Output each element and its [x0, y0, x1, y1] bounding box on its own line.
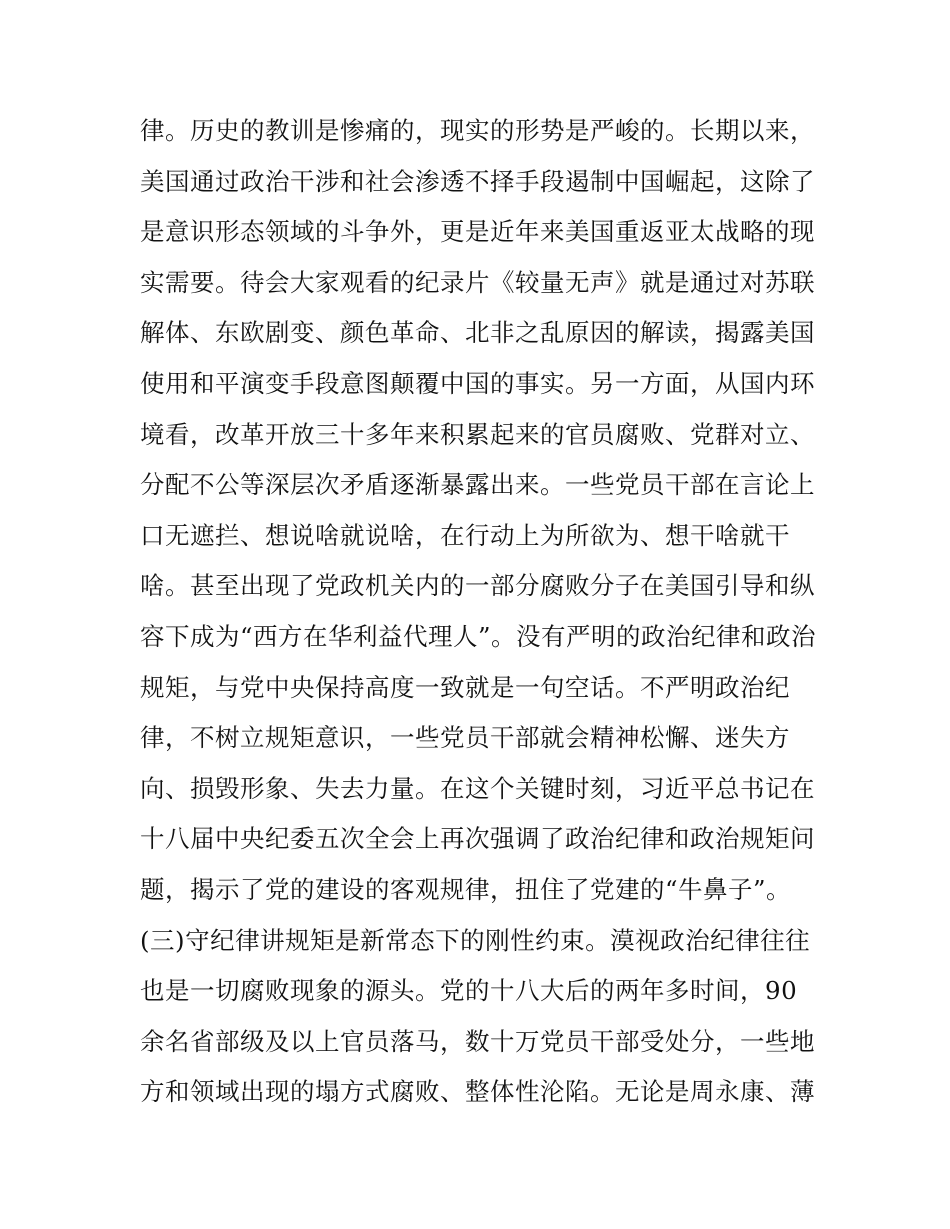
text-line: 也是一切腐败现象的源头。党的十八大后的两年多时间，90	[140, 976, 798, 1006]
text-line: 使用和平演变手段意图颠覆中国的事实。另一方面，从国内环	[140, 368, 815, 398]
text-line: 规矩，与党中央保持高度一致就是一句空话。不严明政治纪	[140, 672, 790, 702]
text-line: 律，不树立规矩意识，一些党员干部就会精神松懈、迷失方	[140, 723, 790, 753]
text-line: 美国通过政治干涉和社会渗透不择手段遏制中国崛起，这除了	[140, 166, 815, 196]
text-line: 分配不公等深层次矛盾逐渐暴露出来。一些党员干部在言论上	[140, 470, 815, 500]
text-line: 方和领域出现的塌方式腐败、整体性沦陷。无论是周永康、薄	[140, 1077, 815, 1107]
body-text	[140, 106, 830, 1118]
text-line: 解体、东欧剧变、颜色革命、北非之乱原因的解读，揭露美国	[140, 318, 815, 348]
text-line: 十八届中央纪委五次全会上再次强调了政治纪律和政治规矩问	[140, 824, 815, 854]
text-line: 实需要。待会大家观看的纪录片《较量无声》就是通过对苏联	[140, 267, 815, 297]
text-line: 啥。甚至出现了党政机关内的一部分腐败分子在美国引导和纵	[140, 571, 815, 601]
text-line: 律。历史的教训是惨痛的，现实的形势是严峻的。长期以来，	[140, 116, 815, 145]
text-line: (三)守纪律讲规矩是新常态下的刚性约束。漠视政治纪律往往	[140, 925, 811, 955]
text-line: 容下成为“西方在华利益代理人”。没有严明的政治纪律和政治	[140, 621, 817, 651]
text-line: 口无遮拦、想说啥就说啥，在行动上为所欲为、想干啥就干	[140, 520, 790, 550]
text-line: 余名省部级及以上官员落马，数十万党员干部受处分，一些地	[140, 1026, 815, 1056]
text-line: 向、损毁形象、失去力量。在这个关键时刻，习近平总书记在	[140, 773, 815, 803]
text-line: 是意识形态领域的斗争外，更是近年来美国重返亚太战略的现	[140, 217, 815, 247]
text-line: 境看，改革开放三十多年来积累起来的官员腐败、党群对立、	[140, 419, 815, 449]
text-line: 题，揭示了党的建设的客观规律，扭住了党建的“牛鼻子”。	[140, 874, 792, 904]
